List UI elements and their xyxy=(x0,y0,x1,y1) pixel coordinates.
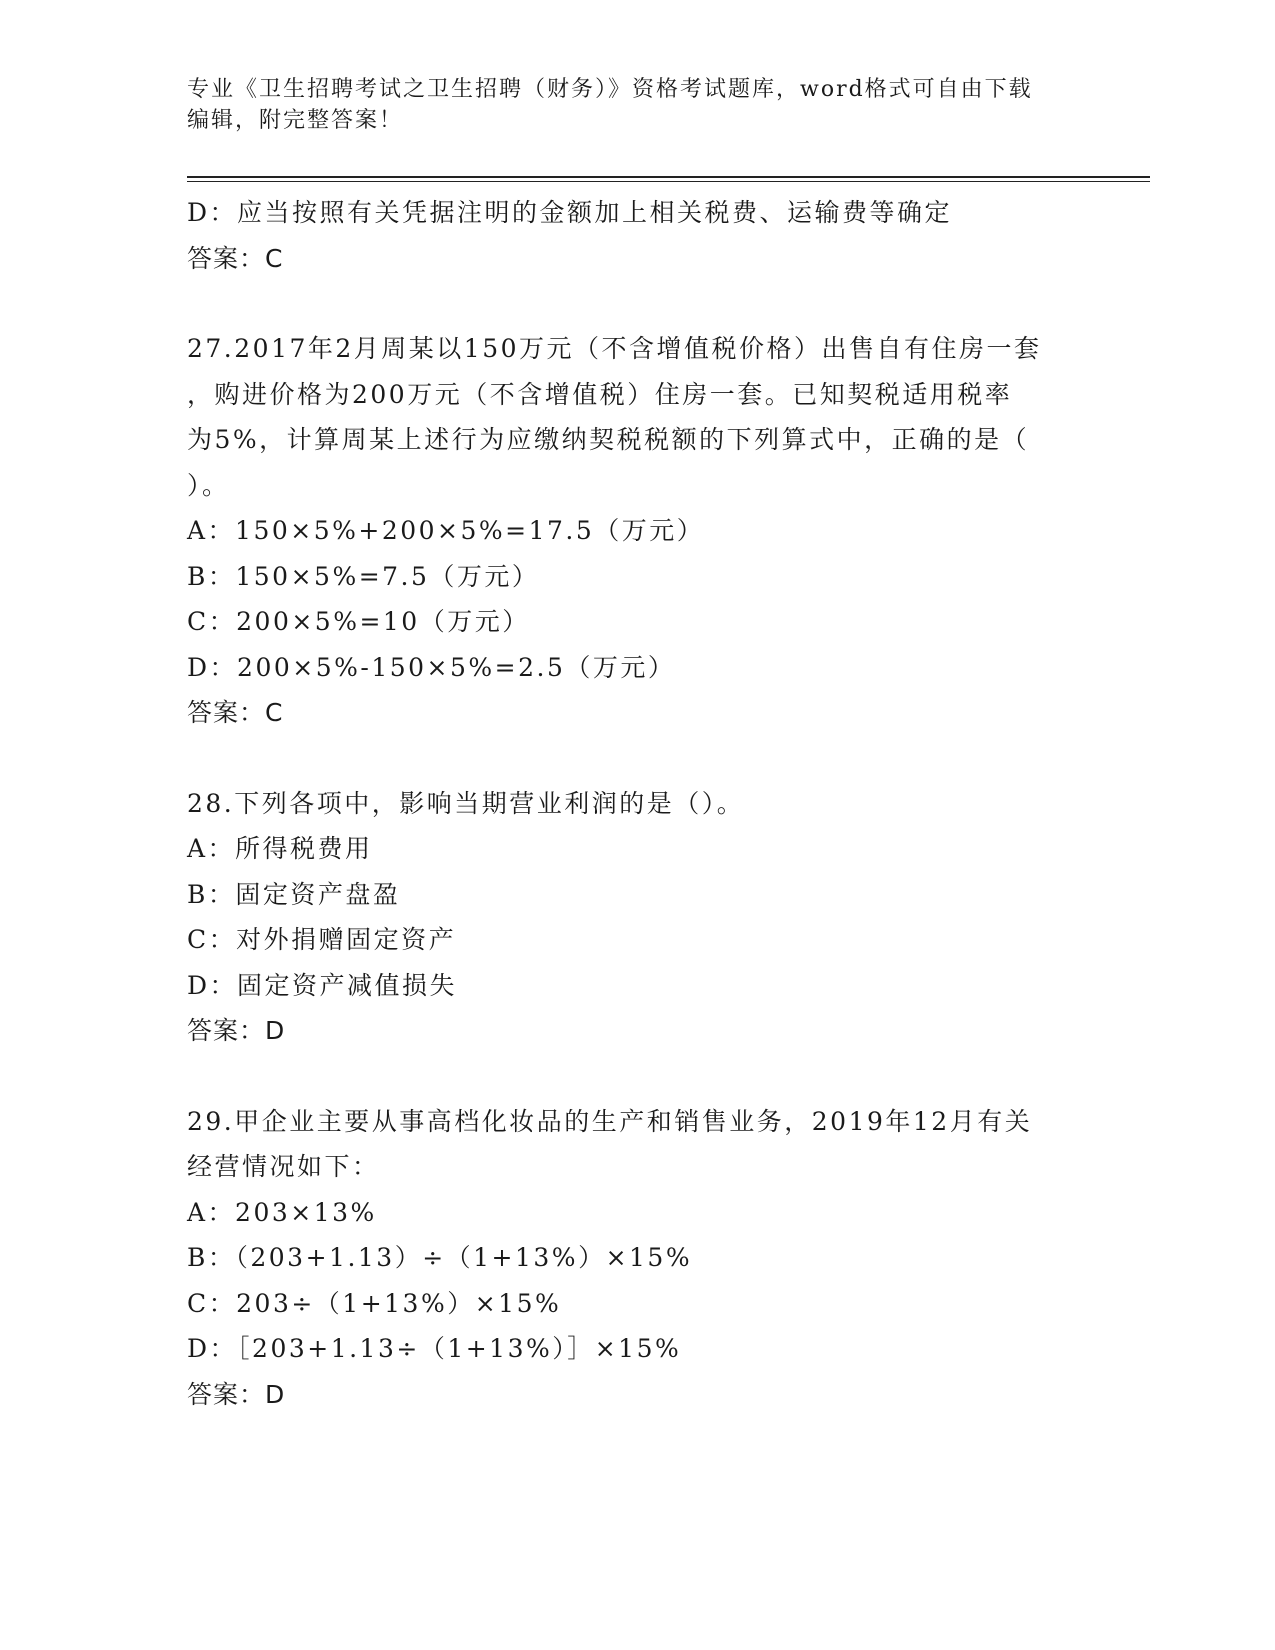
question-28 xyxy=(187,781,1067,1054)
document-header xyxy=(187,74,1057,136)
option-c: C：200×5%=10（万元） xyxy=(187,607,530,636)
header-divider-thin xyxy=(187,181,1150,182)
option-d: D：固定资产减值损失 xyxy=(187,970,458,1000)
question-text-line: 27.2017年2月周某以150万元（不含增值税价格）出售自有住房一套 xyxy=(187,334,1042,363)
option-a: A：150×5%+200×5%=17.5（万元） xyxy=(187,516,705,545)
question-27 xyxy=(187,326,1067,736)
carryover-question xyxy=(187,190,1067,281)
answer-line: 答案：C xyxy=(187,243,284,273)
question-29 xyxy=(187,1099,1067,1418)
option-d: D：［203+1.13÷（1+13%）］×15% xyxy=(187,1334,682,1363)
question-content xyxy=(187,190,1067,1417)
option-c: C：对外捐赠固定资产 xyxy=(187,925,457,954)
answer-line: 答案：D xyxy=(187,1379,286,1409)
option-a: A：203×13% xyxy=(187,1197,377,1227)
question-text-line: 为5%，计算周某上述行为应缴纳契税税额的下列算式中，正确的是（ xyxy=(187,425,1030,454)
option-b: B：固定资产盘盈 xyxy=(187,879,401,909)
option-d: D：200×5%-150×5%=2.5（万元） xyxy=(187,652,676,682)
option-b: B：（203+1.13）÷（1+13%）×15% xyxy=(187,1243,693,1272)
header-line-1: 专业《卫生招聘考试之卫生招聘（财务）》资格考试题库，word格式可自由下载 xyxy=(187,77,1033,102)
question-text-line: ，购进价格为200万元（不含增值税）住房一套。已知契税适用税率 xyxy=(187,379,1013,409)
answer-line: 答案：C xyxy=(187,698,284,727)
option-b: B：150×5%=7.5（万元） xyxy=(187,561,540,591)
option-c: C：203÷（1+13%）×15% xyxy=(187,1288,562,1318)
header-divider-thick xyxy=(187,176,1150,178)
header-line-2: 编辑，附完整答案！ xyxy=(187,108,404,133)
question-text-line: ）。 xyxy=(187,470,230,500)
question-text-line: 29.甲企业主要从事高档化妆品的生产和销售业务，2019年12月有关 xyxy=(187,1106,1033,1136)
option-a: A：所得税费用 xyxy=(187,834,373,863)
question-text-line: 经营情况如下： xyxy=(187,1152,380,1181)
question-text-line: 28.下列各项中，影响当期营业利润的是（）。 xyxy=(187,788,745,818)
answer-line: 答案：D xyxy=(187,1016,286,1045)
option-d: D：应当按照有关凭据注明的金额加上相关税费、运输费等确定 xyxy=(187,198,953,227)
